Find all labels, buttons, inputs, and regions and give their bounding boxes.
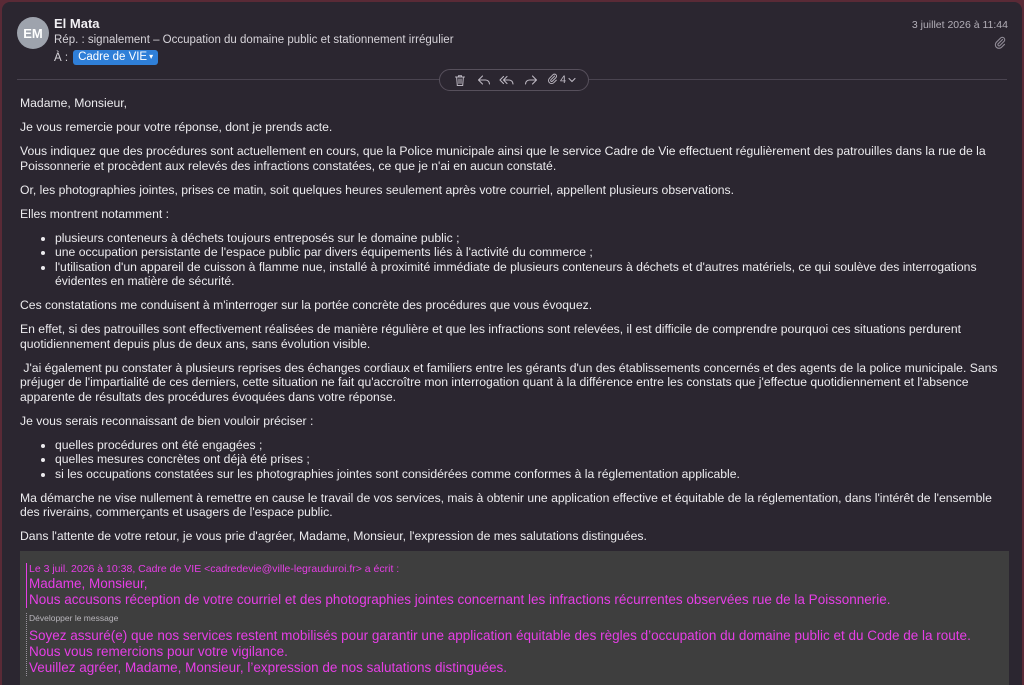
quoted-message-content [28, 563, 1003, 676]
quote-line: Madame, Monsieur, [29, 576, 148, 591]
paragraph: Ces constatations me conduisent à m'interroger sur la portée concrète des procédures que vous évoquez. [20, 298, 593, 312]
trash-icon[interactable] [452, 72, 468, 88]
recipient-row [54, 50, 158, 65]
paragraph: Je vous remercie pour votre réponse, dont je prends acte. [20, 120, 333, 134]
reply-icon[interactable] [476, 72, 492, 88]
recipient-name: Cadre de VIE [78, 51, 148, 63]
paragraph: Elles montrent notamment : [20, 206, 170, 221]
list-item: • plusieurs conteneurs à déchets toujours entreposés sur le domaine public ; [55, 231, 1005, 246]
quote-line: Soyez assuré(e) que nos services restent mobilisés pour garantir une application équitable des règles d’occupation du domaine public et du Code de la route. [29, 628, 971, 643]
attachments-count: 4 [559, 74, 567, 86]
list-item: • quelles procédures ont été engagées ; [55, 438, 1005, 453]
list-item: • une occupation persistante de l'espace public par divers équipements liés à l'activité du commerce ; [55, 245, 1005, 260]
list-item: • l'utilisation d'un appareil de cuisson à flamme nue, installé à proximité immédiate de plusieurs conteneurs à déchets et d'autres matériels, ce qui soulève des interrogations évidentes en matière de sécurité. [55, 260, 1005, 289]
paragraph: Je vous serais reconnaissant de bien vouloir préciser : [20, 413, 314, 428]
paragraph: Ma démarche ne vise nullement à remettre en cause le travail de vos services, mais à obtenir une application effective et équitable de la réglementation, dans l'intérêt de l'ensemble des riverains, commerçants et usagers de l'espace public. [20, 490, 992, 519]
mail-window [2, 2, 1022, 685]
message-body [20, 96, 1005, 553]
attachments-button[interactable] [547, 73, 576, 88]
avatar[interactable]: EM [17, 17, 49, 49]
sender-name[interactable]: El Mata [54, 16, 100, 31]
list-item: • si les occupations constatées sur les photographies jointes sont considérées comme conformes à la réglementation applicable. [55, 467, 1005, 482]
quoted-message [20, 551, 1009, 685]
list-item: • quelles mesures concrètes ont déjà été prises ; [55, 452, 1005, 467]
recipient-chip[interactable] [73, 50, 158, 65]
observations-list [55, 231, 1005, 289]
quote-line: Nous vous remercions pour votre vigilance. [29, 644, 288, 659]
paragraph: J'ai également pu constater à plusieurs reprises des échanges cordiaux et familiers entre les gérants d'un des établissements concernés et des agents de la police municipale. Sans préjuger de l'impartialité de ces derniers, cette situation ne fait qu'accroître mon interrogation quant à la différence entre les constats que j'effectue quotidiennement et l'absence apparente de résultats des procédures évoquées dans votre réponse. [20, 360, 1001, 404]
quote-line: Nous accusons réception de votre courriel et des photographies jointes concernant les infractions récurrentes observées rue de la Poissonnerie. [29, 592, 891, 607]
message-toolbar [439, 69, 589, 91]
paragraph: Vous indiquez que des procédures sont actuellement en cours, que la Police municipale ainsi que le service Cadre de Vie effectuent régulièrement des patrouilles dans la rue de la Poissonnerie et procèdent aux relevés des infractions constatées, ce que je n'ai en aucun constaté. [20, 144, 986, 173]
questions-list [55, 438, 1005, 482]
reply-all-icon[interactable] [499, 72, 515, 88]
forward-icon[interactable] [523, 72, 539, 88]
expand-message-link[interactable]: Développer le message [29, 613, 119, 623]
paperclip-icon[interactable] [994, 36, 1006, 50]
chevron-down-icon: ▾ [149, 52, 154, 61]
message-header [2, 2, 1022, 68]
paragraph: En effet, si des patrouilles sont effectivement réalisées de manière régulière et que les infractions sont relevées, il est difficile de comprendre pourquoi ces situations perdurent quotidiennement depuis plus de deux ans, sans évolution visible. [20, 322, 961, 351]
paperclip-icon [547, 73, 558, 88]
quote-attribution: Le 3 juil. 2026 à 10:38, Cadre de VIE <cadredevie@ville-legrauduroi.fr> a écrit : [29, 563, 400, 575]
quoted-bottom-block [26, 613, 1003, 676]
quote-line: Veuillez agréer, Madame, Monsieur, l’expression de nos salutations distinguées. [29, 660, 508, 675]
to-label: À : [54, 51, 69, 64]
chevron-down-icon [568, 74, 576, 86]
quoted-top-block [26, 563, 1003, 608]
closing: Dans l'attente de votre retour, je vous prie d'agréer, Madame, Monsieur, l'expression de mes salutations distinguées. [20, 529, 647, 543]
paragraph: Or, les photographies jointes, prises ce matin, soit quelques heures seulement après votre courriel, appellent plusieurs observations. [20, 182, 735, 197]
greeting: Madame, Monsieur, [20, 96, 128, 110]
subject-line: Rép. : signalement – Occupation du domaine public et stationnement irrégulier [54, 34, 454, 46]
message-date: 3 juillet 2026 à 11:44 [911, 19, 1008, 31]
